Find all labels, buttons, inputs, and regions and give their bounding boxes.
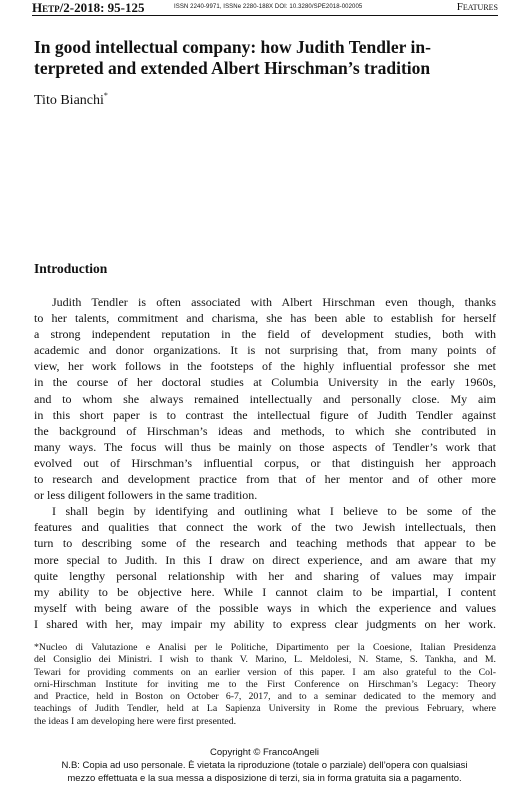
copyright-notice: N.B: Copia ad uso personale. È vietata la riproduzione (totale o parziale) dell’opera con qualsiasi [61, 760, 468, 771]
author-name [34, 91, 108, 109]
title-line: terpreted and extended Albert Hirschman’s tradition [34, 58, 431, 78]
text-line: I shared with her, may impair my ability to express clear judgments on her work. [34, 616, 496, 631]
title-line: In good intellectual company: how Judith Tendler in- [34, 37, 431, 57]
text-line: quite lengthy personal relationship with her and sharing of values may impair [34, 568, 496, 583]
text-line: academic and donor organizations. It is not surprising that, from many points of [34, 343, 496, 358]
text-line: turn to describing some of the research and teaching methods that appear to be [34, 536, 496, 551]
text-line: in the course of her doctoral studies at Columbia University in the early 1960s, [34, 375, 496, 390]
text-line: many ways. The focus will thus be mainly on those aspects of Tendler’s work that [34, 439, 496, 454]
text-line: Judith Tendler is often associated with Albert Hirschman even though, thanks [52, 295, 496, 309]
article-title [34, 37, 496, 79]
journal-name: Hetp [32, 0, 60, 15]
running-header [32, 0, 498, 14]
text-line: features and qualities that connect the work of the two Jewish intellectuals, then [34, 520, 496, 535]
footnote-line: the ideas I am developing here were first presented. [34, 715, 237, 727]
text-line: my ability to be objective here. While I cannot claim to be impartial, I content [34, 584, 496, 599]
author-footnote [34, 642, 496, 728]
text-line: myself with being aware of the possible ways in which the experience and values [34, 600, 496, 615]
footnote-line: *Nucleo di Valutazione e Analisi per le Politiche, Dipartimento per la Coesione, Italian Presidenza [34, 642, 496, 653]
text-line: more special to Judith. In this I draw on direct experience, and am aware that my [34, 552, 496, 567]
header-rule [32, 15, 498, 16]
text-line: I shall begin by identifying and outlining what I believe to be some of the [52, 504, 496, 519]
body-text [34, 294, 496, 632]
footnote-line: Tewari for providing comments on an earlier version of this paper. I am also grateful to the Col- [34, 666, 496, 678]
issn-doi: ISSN 2240-9971, ISSNe 2280-188X DOI: 10.3280/SPE2018-002005 [174, 4, 363, 10]
text-line: in this short paper is to contrast the intellectual figure of Judith Tendler against [34, 407, 496, 422]
author-text: Tito Bianchi [34, 93, 104, 108]
text-line: a strong independent reputation in the field of development studies, both with [34, 327, 496, 342]
text-line: or less diligent followers in the same tradition. [34, 488, 258, 503]
text-line: evolved out of Hirschman’s influential corpus, or that distinguish her approach [34, 455, 496, 470]
section-heading: Introduction [34, 261, 108, 276]
text-line: the background of Hirschman’s ideas and methods, to which she contributed in [34, 423, 496, 438]
footnote-line: and Practice, held in Boston on October 6-7, 2017, and to a seminar dedicated to the memory and [34, 691, 496, 703]
journal-issue [32, 0, 144, 16]
footnote-line: del Consiglio dei Ministri. I wish to thank V. Marino, L. Meldolesi, N. Stame, S. Tankha, and M. [34, 654, 496, 666]
text-line: view, her work follows in the footsteps of the highly influential professor she met [34, 359, 496, 374]
footnote-line: orni-Hirschman Institute for inviting me to the First Conference on Hirschman’s Legacy: Theory [34, 678, 496, 690]
text-line: and to whom she always remained intellectually and personally close. My aim [34, 391, 496, 406]
author-footnote-mark: * [103, 91, 108, 100]
text-line: to her talents, commitment and charisma, she has been able to establish for herself [34, 311, 496, 326]
section-label: Features [456, 1, 498, 13]
copyright-notice: mezzo effettuata e la sua messa a disposizione di terzi, sia in forma gratuita sia a pagamento. [67, 773, 462, 784]
text-line: to research and development practice from that of her mentor and of other more [34, 472, 496, 487]
footnote-line: teachings of Judith Tendler, held at La Sapienza University in Rome the previous February, where [34, 703, 496, 715]
copyright-line: Copyright © FrancoAngeli [210, 747, 319, 758]
issue-pages: /2-2018: 95-125 [59, 0, 145, 15]
